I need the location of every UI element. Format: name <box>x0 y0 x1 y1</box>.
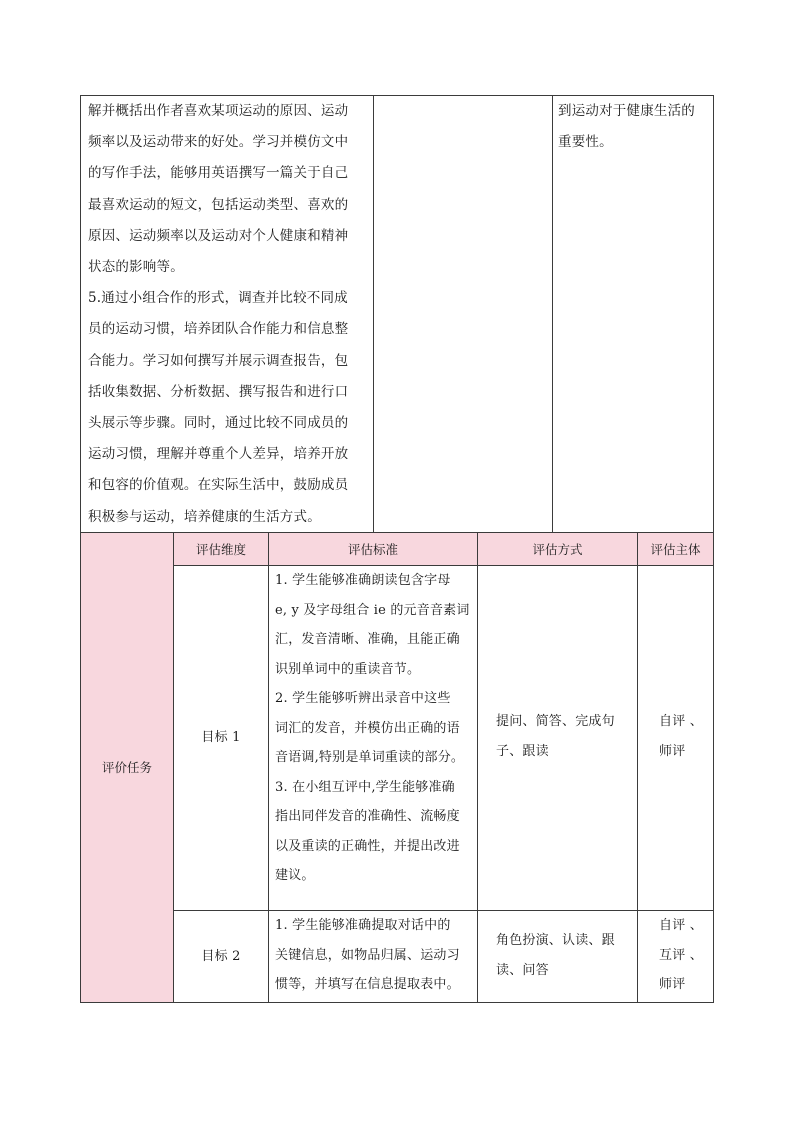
evaluation-section-label: 评价任务 <box>101 759 152 775</box>
row1-subject-cell <box>659 707 713 766</box>
row1-criterion-1: 1. 学生能够准确朗读包含字母 e, y 及字母组合 ie 的元音音素词 汇，发音清晰、准确，且能正确 识别单词中的重读音节。 <box>275 573 470 677</box>
row1-criteria-cell <box>275 566 475 891</box>
row1-dimension-cell <box>174 566 268 910</box>
row2-criterion-1: 1. 学生能够准确提取对话中的 关键信息，如物品归属、运动习 惯等，并填写在信息提取表中。 <box>275 918 460 992</box>
row2-method-cell <box>496 926 636 985</box>
objectives-col-divider-1 <box>373 95 374 533</box>
header-criteria <box>269 535 477 565</box>
header-method-label: 评估方式 <box>532 542 583 557</box>
objectives-text-cell <box>88 96 370 533</box>
row2-criteria-cell <box>275 911 475 1000</box>
objective-paragraph: 解并概括出作者喜欢某项运动的原因、运动 频率以及运动带来的好处。学习并模仿文中 的写作手法，能够用英语撰写一篇关于自己 最喜欢运动的短文，包括运动类型、喜欢的 原因、运动频率以及运动对个人健康和精神 状态的影响等。 <box>88 103 349 276</box>
row1-dimension: 目标 1 <box>201 730 241 746</box>
header-dimension <box>174 535 268 565</box>
header-dimension-label: 评估维度 <box>195 542 246 557</box>
row1-subject: 自评 、 师评 <box>659 714 703 759</box>
col-divider-method <box>637 533 638 1003</box>
row1-method-cell <box>496 707 636 766</box>
objective-paragraph-5: 5.通过小组合作的形式，调查并比较不同成 员的运动习惯，培养团队合作能力和信息整 合能力。学习如何撰写并展示调查报告，包 括收集数据、分析数据、撰写报告和进行口 头展示等步骤。同时，通过比较不同成员的 运动习惯，理解并尊重个人差异，培养开放 和包容的价值观。在实际生活中，鼓励成员 积极参与运动，培养健康的生活方式。 <box>88 290 349 525</box>
col-divider-dimension <box>268 533 269 1003</box>
header-criteria-label: 评估标准 <box>347 542 398 557</box>
right-cell-text: 到运动对于健康生活的 重要性。 <box>558 103 695 151</box>
row2-subject-cell <box>659 911 713 1000</box>
objectives-col-divider-2 <box>552 95 553 533</box>
evaluation-section-label-cell <box>81 533 173 1002</box>
row1-criterion-3: 3. 在小组互评中,学生能够准确 指出同伴发音的准确性、流畅度 以及重读的正确性，并提出改进 建议。 <box>275 779 460 883</box>
row2-method: 角色扮演、认读、跟 读、问答 <box>496 933 615 978</box>
col-divider-criteria <box>477 533 478 1003</box>
header-subject <box>638 535 713 565</box>
row2-subject: 自评 、 互评 、 师评 <box>659 918 703 992</box>
objectives-right-cell <box>558 96 712 158</box>
header-subject-label: 评估主体 <box>650 542 701 557</box>
header-method <box>478 535 637 565</box>
row1-method: 提问、简答、完成句 子、跟读 <box>496 714 615 759</box>
row2-dimension-cell <box>174 911 268 1002</box>
row1-criterion-2: 2. 学生能够听辨出录音中这些 词汇的发音，并模仿出正确的语 音语调,特别是单词重读的部分。 <box>275 691 465 765</box>
row2-dimension: 目标 2 <box>201 948 241 964</box>
